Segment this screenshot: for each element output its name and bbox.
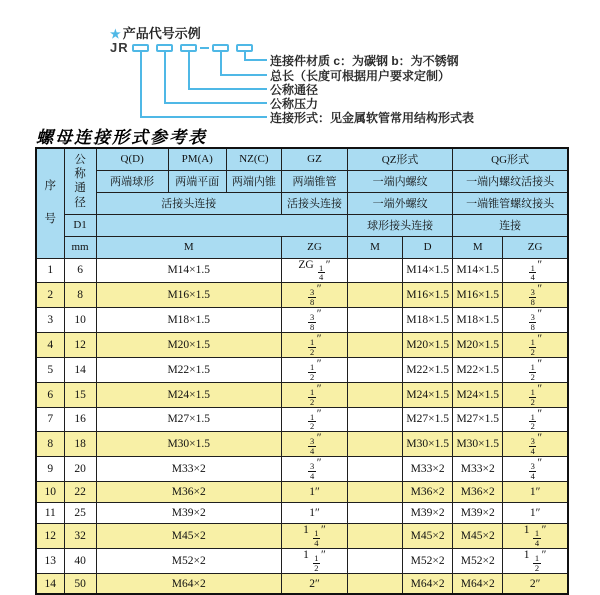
cell-qz-d: M16×1.5 (403, 283, 453, 308)
cell-qz-m (348, 333, 403, 358)
cell-qg-m: M22×1.5 (453, 357, 503, 382)
diagram-title-text: 产品代号示例 (122, 26, 201, 41)
header-form-gz: GZ (281, 148, 347, 170)
cell-seq: 14 (36, 573, 64, 594)
cell-qg-m: M14×1.5 (453, 258, 503, 283)
cell-m-thread: M33×2 (96, 457, 281, 482)
cell-gz-zg: 1″ (281, 482, 347, 503)
cell-qg-zg: $\frac{3}{4}$ ″ (503, 432, 568, 457)
cell-dn-mm: 32 (64, 524, 96, 549)
table-row (36, 283, 568, 308)
cell-qz-d: M36×2 (403, 482, 453, 503)
header-nz-desc: 两端内锥 (226, 170, 281, 192)
cell-m-thread: M39×2 (96, 503, 281, 524)
cell-seq: 9 (36, 457, 64, 482)
cell-m-thread: M27×1.5 (96, 407, 281, 432)
cell-dn-mm: 10 (64, 308, 96, 333)
cell-seq: 10 (36, 482, 64, 503)
cell-seq: 12 (36, 524, 64, 549)
cell-qz-d: M52×2 (403, 548, 453, 573)
cell-qg-zg: 2″ (503, 573, 568, 594)
cell-dn-mm: 12 (64, 333, 96, 358)
cell-m-thread: M64×2 (96, 573, 281, 594)
cell-dn-mm: 40 (64, 548, 96, 573)
cell-qz-m (348, 548, 403, 573)
cell-qz-m (348, 357, 403, 382)
cell-qg-m: M30×1.5 (453, 432, 503, 457)
header-m-col: M (96, 236, 281, 258)
cell-qz-d: M20×1.5 (403, 333, 453, 358)
table-row (36, 333, 568, 358)
table-row (36, 524, 568, 549)
cell-qz-d: M64×2 (403, 573, 453, 594)
cell-qz-m (348, 573, 403, 594)
cell-qg-zg: $\frac{1}{4}$ ″ (503, 258, 568, 283)
cell-qg-m: M33×2 (453, 457, 503, 482)
header-blank-cell (96, 214, 347, 236)
cell-qz-m (348, 407, 403, 432)
header-qz-desc1: 一端内螺纹 (348, 170, 453, 192)
cell-qz-d: M45×2 (403, 524, 453, 549)
header-form-pm: PM(A) (168, 148, 226, 170)
code-segment-box-3 (180, 44, 197, 52)
header-row-5 (36, 236, 568, 258)
code-label-form: 连接形式：见金属软管常用结构形式表 (270, 111, 475, 125)
cell-qz-m (348, 432, 403, 457)
cell-qz-m (348, 258, 403, 283)
table-row (36, 457, 568, 482)
cell-gz-zg: $\frac{3}{4}$ ″ (281, 432, 347, 457)
code-segment-box-5 (236, 44, 253, 52)
cell-qz-m (348, 308, 403, 333)
cell-qz-m (348, 457, 403, 482)
cell-m-thread: M36×2 (96, 482, 281, 503)
cell-seq: 2 (36, 283, 64, 308)
cell-gz-zg: 1″ (281, 503, 347, 524)
cell-m-thread: M30×1.5 (96, 432, 281, 457)
code-prefix: JR (110, 40, 129, 55)
cell-qg-m: M16×1.5 (453, 283, 503, 308)
table-row (36, 432, 568, 457)
cell-qg-zg: 1″ (503, 482, 568, 503)
cell-gz-zg: $\frac{3}{8}$ ″ (281, 308, 347, 333)
cell-qz-d: M24×1.5 (403, 382, 453, 407)
cell-qz-d: M18×1.5 (403, 308, 453, 333)
cell-qg-zg: 1″ (503, 503, 568, 524)
table-title: 螺母连接形式参考表 (36, 128, 207, 147)
cell-qz-d: M30×1.5 (403, 432, 453, 457)
header-gz-desc: 两端锥管 (281, 170, 347, 192)
cell-m-thread: M45×2 (96, 524, 281, 549)
cell-qz-m (348, 283, 403, 308)
cell-dn-mm: 15 (64, 382, 96, 407)
cell-qz-m (348, 382, 403, 407)
header-form-q: Q(D) (96, 148, 168, 170)
table-row (36, 573, 568, 594)
header-qg-zg-col: ZG (503, 236, 568, 258)
table-header (36, 148, 568, 258)
cell-m-thread: M14×1.5 (96, 258, 281, 283)
header-dn (64, 148, 96, 214)
table-row (36, 308, 568, 333)
cell-seq: 11 (36, 503, 64, 524)
cell-qg-m: M45×2 (453, 524, 503, 549)
cell-m-thread: M52×2 (96, 548, 281, 573)
cell-qg-zg: $\frac{3}{8}$ ″ (503, 283, 568, 308)
cell-qg-zg: 1 $\frac{1}{2}$ ″ (503, 548, 568, 573)
cell-gz-zg: $\frac{3}{8}$ ″ (281, 283, 347, 308)
cell-dn-mm: 22 (64, 482, 96, 503)
header-seq-label: 序号 (44, 179, 57, 226)
cell-seq: 13 (36, 548, 64, 573)
cell-dn-mm: 20 (64, 457, 96, 482)
cell-dn-mm: 18 (64, 432, 96, 457)
header-form-qg: QG形式 (453, 148, 568, 170)
cell-seq: 4 (36, 333, 64, 358)
cell-gz-zg: ZG $\frac{1}{4}$ ″ (281, 258, 347, 283)
header-seq (36, 148, 64, 258)
cell-seq: 8 (36, 432, 64, 457)
cell-qg-m: M18×1.5 (453, 308, 503, 333)
header-union-connection: 活接头连接 (96, 192, 281, 214)
cell-seq: 3 (36, 308, 64, 333)
cell-qz-d: M27×1.5 (403, 407, 453, 432)
header-qz-connection: 球形接头连接 (348, 214, 453, 236)
cell-qz-d: M14×1.5 (403, 258, 453, 283)
cell-seq: 6 (36, 382, 64, 407)
cell-m-thread: M16×1.5 (96, 283, 281, 308)
cell-dn-mm: 14 (64, 357, 96, 382)
header-zg-col: ZG (281, 236, 347, 258)
nut-connection-reference-table (35, 147, 569, 595)
code-label-diameter: 公称通径 (270, 83, 319, 97)
cell-qg-m: M39×2 (453, 503, 503, 524)
cell-dn-mm: 50 (64, 573, 96, 594)
header-qg-connection: 连接 (453, 214, 568, 236)
header-qz-d-col: D (403, 236, 453, 258)
cell-m-thread: M24×1.5 (96, 382, 281, 407)
cell-dn-mm: 16 (64, 407, 96, 432)
cell-qz-d: M22×1.5 (403, 357, 453, 382)
code-segment-box-2 (156, 44, 173, 52)
cell-qg-zg: $\frac{1}{2}$ ″ (503, 382, 568, 407)
header-gz-connection: 活接头连接 (281, 192, 347, 214)
header-mm: mm (64, 236, 96, 258)
cell-dn-mm: 8 (64, 283, 96, 308)
header-form-nz: NZ(C) (226, 148, 281, 170)
cell-gz-zg: $\frac{1}{2}$ ″ (281, 382, 347, 407)
table-row (36, 258, 568, 283)
header-row-4 (36, 214, 568, 236)
cell-qg-zg: $\frac{3}{4}$ ″ (503, 457, 568, 482)
cell-qg-zg: $\frac{1}{2}$ ″ (503, 333, 568, 358)
cell-qg-m: M24×1.5 (453, 382, 503, 407)
cell-m-thread: M22×1.5 (96, 357, 281, 382)
code-label-pressure: 公称压力 (270, 97, 319, 111)
header-qz-desc2: 一端外螺纹 (348, 192, 453, 214)
cell-qg-m: M36×2 (453, 482, 503, 503)
header-dn-label: 公称通径 (74, 153, 86, 209)
cell-gz-zg: 2″ (281, 573, 347, 594)
cell-qg-zg: 1 $\frac{1}{4}$ ″ (503, 524, 568, 549)
cell-qz-m (348, 482, 403, 503)
table-row (36, 482, 568, 503)
table-row (36, 357, 568, 382)
cell-seq: 1 (36, 258, 64, 283)
header-pm-desc: 两端平面 (168, 170, 226, 192)
cell-qg-m: M52×2 (453, 548, 503, 573)
cell-qz-d: M33×2 (403, 457, 453, 482)
cell-qg-zg: $\frac{1}{2}$ ″ (503, 407, 568, 432)
code-dash (200, 47, 209, 49)
header-q-desc: 两端球形 (96, 170, 168, 192)
cell-qg-zg: $\frac{1}{2}$ ″ (503, 357, 568, 382)
header-qg-m-col: M (453, 236, 503, 258)
header-row-3 (36, 192, 568, 214)
cell-qg-m: M64×2 (453, 573, 503, 594)
cell-gz-zg: $\frac{1}{2}$ ″ (281, 333, 347, 358)
code-label-length: 总长（长度可根据用户要求定制） (270, 69, 451, 83)
cell-dn-mm: 25 (64, 503, 96, 524)
header-row-1 (36, 148, 568, 170)
cell-qg-m: M20×1.5 (453, 333, 503, 358)
cell-gz-zg: $\frac{1}{2}$ ″ (281, 357, 347, 382)
cell-gz-zg: $\frac{3}{4}$ ″ (281, 457, 347, 482)
star-icon: ★ (110, 27, 121, 41)
cell-qz-m (348, 503, 403, 524)
cell-qz-m (348, 524, 403, 549)
cell-qg-m: M27×1.5 (453, 407, 503, 432)
header-d1: D1 (64, 214, 96, 236)
header-qz-m-col: M (348, 236, 403, 258)
code-label-material: 连接件材质 c：为碳钢 b：为不锈钢 (270, 54, 459, 68)
table-body (36, 258, 568, 594)
table-row (36, 503, 568, 524)
cell-dn-mm: 6 (64, 258, 96, 283)
cell-m-thread: M20×1.5 (96, 333, 281, 358)
header-qg-desc2: 一端锥管螺纹接头 (453, 192, 568, 214)
cell-qg-zg: $\frac{3}{8}$ ″ (503, 308, 568, 333)
cell-gz-zg: $\frac{1}{2}$ ″ (281, 407, 347, 432)
cell-seq: 5 (36, 357, 64, 382)
header-qg-desc1: 一端内螺纹活接头 (453, 170, 568, 192)
header-row-2 (36, 170, 568, 192)
connector-line-form (140, 52, 267, 118)
cell-qz-d: M39×2 (403, 503, 453, 524)
table-row (36, 407, 568, 432)
header-form-qz: QZ形式 (348, 148, 453, 170)
cell-gz-zg: 1 $\frac{1}{2}$ ″ (281, 548, 347, 573)
cell-gz-zg: 1 $\frac{1}{4}$ ″ (281, 524, 347, 549)
cell-m-thread: M18×1.5 (96, 308, 281, 333)
code-segment-box-1 (132, 44, 149, 52)
cell-seq: 7 (36, 407, 64, 432)
table-row (36, 548, 568, 573)
table-row (36, 382, 568, 407)
code-segment-box-4 (212, 44, 229, 52)
